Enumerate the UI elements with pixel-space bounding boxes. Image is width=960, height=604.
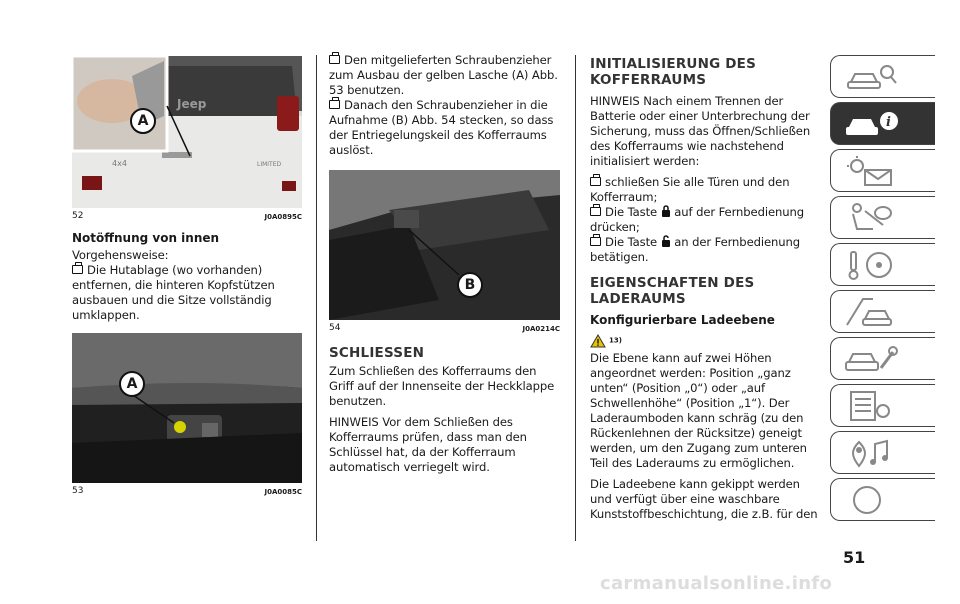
figure-53 [72, 333, 302, 483]
warning-reference [590, 330, 820, 349]
figure-53-caption [72, 486, 302, 496]
car-search-icon [843, 60, 899, 94]
closing-paragraph: Zum Schließen des Kofferraums den Griff auf der Innenseite der Heckklappe benutzen. [329, 364, 555, 408]
tab-car-info[interactable] [830, 102, 935, 145]
bullet-text: schließen Sie alle Türen und den Kofferraum; [590, 175, 790, 204]
callout-a-fig53: A [119, 371, 145, 397]
media-nav-icon [843, 436, 899, 470]
bullet-icon [329, 100, 340, 109]
bullet-item [590, 205, 820, 235]
specs-list-icon [843, 389, 899, 423]
tab-car-search[interactable] [830, 55, 935, 98]
bullet-item [329, 98, 560, 158]
alphabet-index-icon [843, 483, 899, 517]
bullet-text: Die Hutablage (wo vorhanden) entfernen, die hinteren Kopfstützen ausbauen und die Sitze vollständig umklappen. [72, 263, 275, 322]
car-info-icon [843, 107, 899, 141]
subheading-emergency-opening: Notöffnung von innen [72, 231, 220, 245]
bullet-text: Die Taste [605, 235, 658, 249]
bullet-text: auf der Fernbedienung drücken; [590, 205, 805, 234]
figure-code: J0A0085C [264, 488, 302, 496]
unlock-icon [661, 235, 671, 247]
column-3 [590, 56, 820, 522]
callout-a-fig52: A [130, 108, 156, 134]
svg-text:LIMITED: LIMITED [257, 161, 282, 168]
lock-icon [661, 205, 671, 217]
load-floor-paragraph: Die Ebene kann auf zwei Höhen angeordnet werden: Position „ganz unten“ (Position „0“) oder „auf Schwellenhöhe“ (Position „1“). Der Laderaumboden kann schräg (zu den Rückenlehnen der Rücksitze) geneigt werden, um den Zugang zum unteren Teil des Laderaums zu ermöglichen. [590, 351, 807, 470]
bullet-icon [590, 177, 601, 186]
column-1 [72, 56, 302, 496]
bullet-icon [590, 207, 601, 216]
key-steering-wheel-icon [843, 248, 899, 282]
intro-text: Vorgehensweise: [72, 248, 169, 262]
heading-closing: SCHLIESSEN [329, 345, 425, 361]
bullet-text: Den mitgelieferten Schraubenzieher zum Ausbau der gelben Lasche (A) Abb. 53 benutzen. [329, 53, 558, 97]
bullet-text: an der Fernbedienung betätigen. [590, 235, 801, 264]
figure-52-caption [72, 211, 302, 221]
svg-text:4x4: 4x4 [112, 159, 127, 168]
warning-ref-number: 13) [609, 336, 622, 345]
tab-technical-data[interactable] [830, 384, 935, 427]
figure-code: J0A0214C [522, 325, 560, 333]
svg-text:Jeep: Jeep [177, 97, 207, 111]
tab-start-drive[interactable] [830, 243, 935, 286]
svg-text:i: i [886, 114, 891, 130]
bullet-item [329, 53, 560, 98]
bullet-text: Die Taste [605, 205, 658, 219]
figure-52-image [72, 56, 302, 208]
heading-cargo-properties: EIGENSCHAFTEN DES LADERAUMS [590, 275, 755, 307]
initialization-note: HINWEIS Nach einem Trennen der Batterie oder einer Unterbrechung der Sicherung, muss das Öffnen/Schließen des Kofferraums wie nachstehend initialisiert werden: [590, 94, 811, 168]
figure-number: 52 [72, 211, 84, 221]
callout-b-fig54: B [457, 272, 483, 298]
bullet-item [72, 263, 302, 323]
watermark-footer: carmanualsonline.info [600, 573, 833, 594]
figure-53-image [72, 333, 302, 483]
chapter-tabs [830, 55, 935, 525]
bullet-item [590, 235, 820, 265]
car-wrench-icon [843, 342, 899, 376]
page-number: 51 [843, 548, 866, 567]
bullet-item [590, 175, 820, 205]
road-car-icon [843, 295, 899, 329]
bullet-icon [590, 237, 601, 246]
heading-initialization: INITIALISIERUNG DES KOFFERRAUMS [590, 56, 757, 88]
closing-note: HINWEIS Vor dem Schließen des Kofferraums prüfen, dass man den Schlüssel hat, da der Kofferraum automatisch verriegelt wird. [329, 415, 527, 474]
tab-multimedia[interactable] [830, 431, 935, 474]
column-divider [316, 55, 317, 541]
column-2 [329, 53, 560, 481]
figure-54 [329, 170, 560, 320]
figure-number: 54 [329, 323, 341, 333]
bullet-icon [72, 265, 83, 274]
figure-52 [72, 56, 302, 208]
figure-54-caption [329, 323, 560, 333]
tab-maintenance[interactable] [830, 337, 935, 380]
bullet-icon [329, 55, 340, 64]
airbag-seat-icon [843, 201, 899, 235]
tab-warning-lights[interactable] [830, 149, 935, 192]
warning-triangle-icon [590, 334, 606, 348]
load-floor-paragraph-2: Die Ladeebene kann gekippt werden und verfügt über eine waschbare Kunststoffbeschichtung, die z.B. für den [590, 477, 818, 521]
figure-54-image [329, 170, 560, 320]
column-divider [575, 55, 576, 541]
subheading-load-floor: Konfigurierbare Ladeebene [590, 313, 775, 327]
figure-code: J0A0895C [264, 213, 302, 221]
warning-light-envelope-icon [843, 154, 899, 188]
figure-number: 53 [72, 486, 84, 496]
bullet-text: Danach den Schraubenzieher in die Aufnahme (B) Abb. 54 stecken, so dass der Entriegelungskeil des Kofferraums auslöst. [329, 98, 554, 157]
tab-safety[interactable] [830, 196, 935, 239]
tab-index[interactable] [830, 478, 935, 521]
tab-emergency[interactable] [830, 290, 935, 333]
